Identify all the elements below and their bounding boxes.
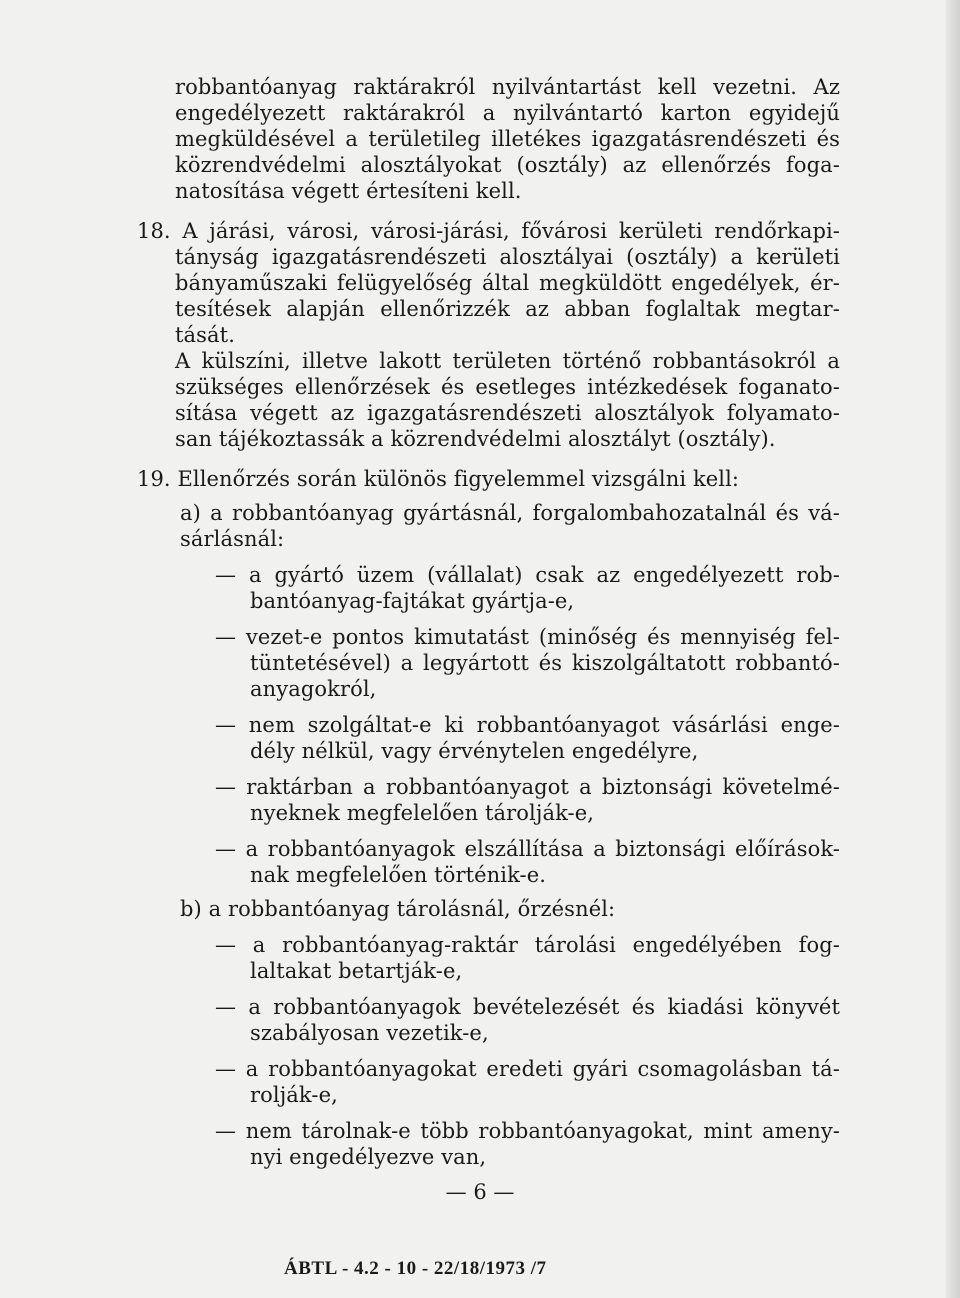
dash-item: — a robbantóanyagok elszállítása a biztonsági előírások- — [215, 837, 840, 861]
text-line: szükséges ellenőrzések és esetleges intézkedések foganato- — [175, 375, 840, 399]
text-line: san tájékoztassák a közrendvédelmi alosztályt (osztály). — [175, 427, 776, 451]
text-line: tását. — [175, 323, 235, 347]
text-line: nyi engedélyezve van, — [250, 1145, 487, 1169]
archive-reference-stamp: ÁBTL - 4.2 - 10 - 22/18/1973 /7 — [284, 1258, 547, 1279]
section-18-first-line: 18. A járási, városi, városi-járási, fővárosi kerületi rendőrkapi- — [137, 219, 840, 243]
section-19-heading: 19. Ellenőrzés során különös figyelemmel vizsgálni kell: — [137, 467, 740, 491]
text-line: tesítések alapján ellenőrizzék az abban foglaltak megtar- — [175, 297, 840, 321]
list-item-a: a) a robbantóanyag gyártásnál, forgalombahozatalnál és vá- — [180, 501, 840, 525]
dash-item: — nem tárolnak-e több robbantóanyagokat, mint ameny- — [215, 1119, 840, 1143]
dash-item: — a gyártó üzem (vállalat) csak az engedélyezett rob- — [215, 563, 840, 587]
text-line: tányság igazgatásrendészeti alosztályai (osztály) a kerületi — [175, 245, 840, 269]
text-line: bantóanyag-fajtákat gyártja-e, — [250, 589, 575, 613]
text-line: sítása végett az igazgatásrendészeti alosztályok folyamato- — [175, 401, 840, 425]
dash-item: — a robbantóanyagok bevételezését és kiadási könyvét — [215, 995, 840, 1019]
text-line: robbantóanyag raktárakról nyilvántartást kell vezetni. Az — [175, 75, 840, 99]
text-line: nyeknek megfelelően tárolják-e, — [250, 801, 595, 825]
text-line: nak megfelelően történik-e. — [250, 863, 547, 887]
page-edge-shadow — [946, 0, 960, 1298]
text-line: dély nélkül, vagy érvénytelen engedélyre, — [250, 739, 699, 763]
dash-item: — a robbantóanyagokat eredeti gyári csomagolásban tá- — [215, 1057, 840, 1081]
text-line: anyagokról, — [250, 677, 377, 701]
text-line: A külszíni, illetve lakott területen történő robbantásokról a — [175, 349, 840, 373]
dash-item: — nem szolgáltat-e ki robbantóanyagot vásárlási enge- — [215, 713, 840, 737]
text-line: közrendvédelmi alosztályokat (osztály) az ellenőrzés foga- — [175, 153, 840, 177]
text-line: tüntetésével) a legyártott és kiszolgáltatott robbantó- — [250, 651, 840, 675]
dash-item: — a robbantóanyag-raktár tárolási engedélyében fog- — [215, 933, 840, 957]
text-line: megküldésével a területileg illetékes igazgatásrendészeti és — [175, 127, 840, 151]
text-line: laltakat betartják-e, — [250, 959, 463, 983]
list-item-b: b) a robbantóanyag tárolásnál, őrzésnél: — [180, 897, 616, 921]
text-line: engedélyezett raktárakról a nyilvántartó karton egyidejű — [175, 101, 840, 125]
text-line: rolják-e, — [250, 1083, 338, 1107]
text-line: sárlásnál: — [180, 527, 285, 551]
dash-item: — raktárban a robbantóanyagot a biztonsági követelmé- — [215, 775, 840, 799]
text-line: bányaműszaki felügyelőség által megküldött engedélyek, ér- — [175, 271, 840, 295]
text-line: natosítása végett értesíteni kell. — [175, 179, 522, 203]
page-number: — 6 — — [445, 1180, 515, 1204]
text-line: szabályosan vezetik-e, — [250, 1021, 489, 1045]
dash-item: — vezet-e pontos kimutatást (minőség és mennyiség fel- — [215, 625, 840, 649]
